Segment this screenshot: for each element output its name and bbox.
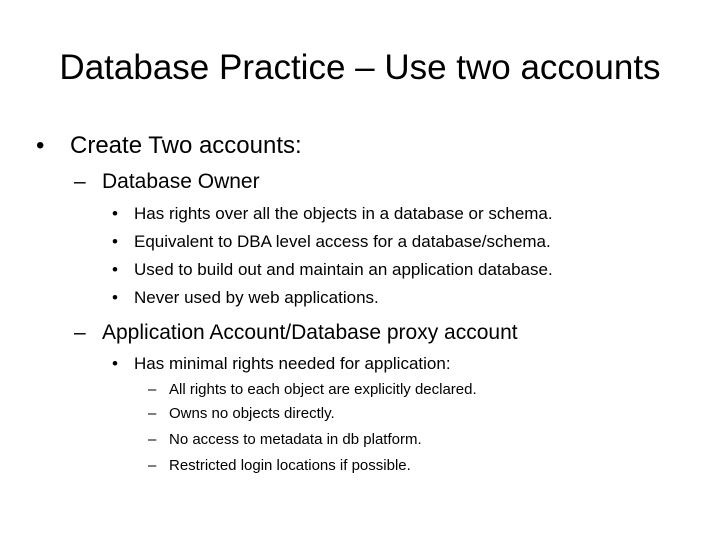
owner-item-text: Used to build out and maintain an application database. <box>134 260 553 279</box>
owner-heading <box>74 167 260 197</box>
dash-icon: – <box>74 170 86 193</box>
app-account-item-text: All rights to each object are explicitly declared. <box>169 381 477 398</box>
dash-icon: – <box>148 405 157 422</box>
app-account-item-text: Restricted login locations if possible. <box>169 457 411 474</box>
bullet-icon: • <box>112 204 118 223</box>
app-account-heading-text: Application Account/Database proxy account <box>102 321 518 344</box>
bullet-icon: • <box>36 132 45 159</box>
owner-item-text: Has rights over all the objects in a database or schema. <box>134 204 553 223</box>
dash-icon: – <box>148 381 157 398</box>
dash-icon: – <box>148 457 157 474</box>
owner-item-text: Never used by web applications. <box>134 288 379 307</box>
app-account-heading <box>74 318 518 348</box>
app-account-item <box>148 429 422 451</box>
app-account-subheading-text: Has minimal rights needed for application: <box>134 354 451 373</box>
dash-icon: – <box>74 321 86 344</box>
app-account-item <box>148 403 335 425</box>
owner-item <box>112 258 553 282</box>
bullet-icon: • <box>112 288 118 307</box>
main-bullet-text: Create Two accounts: <box>70 132 302 159</box>
owner-item <box>112 202 553 226</box>
slide-title: Database Practice – Use two accounts <box>59 48 661 87</box>
owner-item-text: Equivalent to DBA level access for a database/schema. <box>134 232 551 251</box>
dash-icon: – <box>148 431 157 448</box>
main-bullet <box>36 128 302 164</box>
app-account-item <box>148 379 477 401</box>
bullet-icon: • <box>112 260 118 279</box>
owner-heading-text: Database Owner <box>102 170 260 193</box>
owner-item <box>112 286 379 310</box>
app-account-subheading <box>112 352 451 376</box>
app-account-item <box>148 455 411 477</box>
app-account-item-text: Owns no objects directly. <box>169 405 335 422</box>
owner-item <box>112 230 551 254</box>
bullet-icon: • <box>112 232 118 251</box>
bullet-icon: • <box>112 354 118 373</box>
app-account-item-text: No access to metadata in db platform. <box>169 431 422 448</box>
